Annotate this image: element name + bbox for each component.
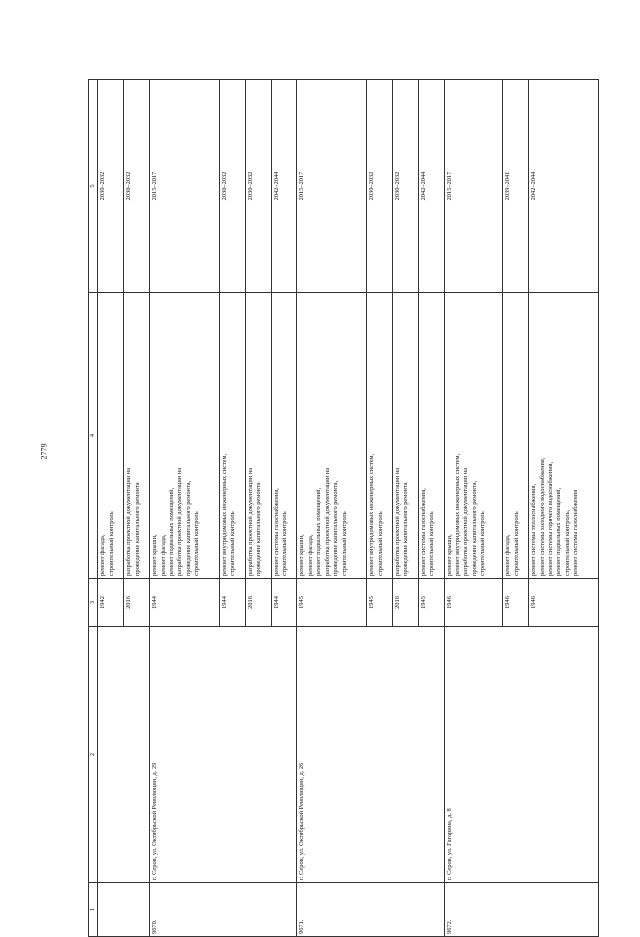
year-cell: 1944 xyxy=(219,579,245,627)
period-cell: 2015–2017 xyxy=(297,80,367,293)
work-line: ремонт системы газоснабжения xyxy=(572,489,580,576)
work-line: разработка проектной документации на xyxy=(125,467,133,576)
works-cell xyxy=(367,293,393,579)
address-cell: г. Серов, ул. Гагарина, д. 8 xyxy=(444,627,598,883)
row-number xyxy=(98,883,150,937)
period-cell: 2042–2044 xyxy=(271,80,297,293)
work-line: проведение капитального ремонта, xyxy=(184,480,192,576)
work-line: ремонт фасада, xyxy=(504,534,512,576)
row-number: 9672. xyxy=(444,883,598,937)
period-cell: 2030–2032 xyxy=(219,80,245,293)
work-line: строительный контроль xyxy=(193,511,201,576)
column-header: 3 xyxy=(89,579,98,627)
works-cell xyxy=(418,293,444,579)
year-cell: 1946 xyxy=(529,579,599,627)
work-line: разработка проектной документации на xyxy=(393,467,401,576)
works-cell xyxy=(392,293,418,579)
year-cell: 2016 xyxy=(124,579,150,627)
work-line: ремонт подвальных помещений, xyxy=(315,487,323,576)
work-line: разработка проектной документации на xyxy=(176,467,184,576)
column-header: 5 xyxy=(89,80,98,293)
work-line: ремонт крыши, xyxy=(151,534,159,576)
work-line: разработка проектной документации на xyxy=(246,467,254,576)
column-header: 1 xyxy=(89,883,98,937)
work-line: проведение капитального ремонта xyxy=(255,482,263,576)
work-line: проведение капитального ремонта, xyxy=(470,480,478,576)
period-cell: 2030–2032 xyxy=(98,80,124,293)
work-line: проведение капитального ремонта, xyxy=(332,480,340,576)
works-cell xyxy=(271,293,297,579)
year-cell: 1945 xyxy=(418,579,444,627)
page-number: 2779 xyxy=(39,443,49,460)
work-line: строительный контроль xyxy=(340,511,348,576)
year-cell: 2016 xyxy=(392,579,418,627)
work-line: строительный контроль xyxy=(107,511,115,576)
work-line: ремонт системы газоснабжения, xyxy=(272,488,280,576)
period-cell: 2042–2044 xyxy=(529,80,599,293)
address-cell: г. Серов, ул. Октябрьской Революции, д. 26 xyxy=(297,627,444,883)
works-cell xyxy=(529,293,599,579)
year-cell: 2016 xyxy=(245,579,271,627)
work-line: ремонт внутридомовых инженерных систем, xyxy=(454,453,461,576)
work-line: строительный контроль, xyxy=(563,509,571,576)
period-cell: 2015–2017 xyxy=(444,80,503,293)
header-row xyxy=(89,80,98,937)
period-cell: 2015–2017 xyxy=(150,80,220,293)
work-line: строительный контроль xyxy=(428,511,436,576)
work-line: ремонт системы горячего водоснабжения, xyxy=(547,461,555,576)
rotated-table-frame xyxy=(88,80,599,937)
period-cell: 2030–2032 xyxy=(245,80,271,293)
table-row xyxy=(150,80,220,937)
works-cell xyxy=(219,293,245,579)
year-cell: 1946 xyxy=(503,579,529,627)
work-line: ремонт системы холодного водоснабжения, xyxy=(538,457,546,576)
work-line: разработка проектной документации на xyxy=(323,467,331,576)
work-line: ремонт подвальных помещений, xyxy=(168,487,176,576)
row-number: 9671. xyxy=(297,883,444,937)
work-line: ремонт крыши, xyxy=(298,534,306,576)
work-line: проведение капитального ремонта xyxy=(133,482,141,576)
year-cell: 1944 xyxy=(150,579,220,627)
capital-repair-table xyxy=(88,79,599,937)
year-cell: 1942 xyxy=(98,579,124,627)
table-row xyxy=(297,80,367,937)
work-line: ремонт системы газоснабжения, xyxy=(419,488,427,576)
work-line: ремонт фасада, xyxy=(159,534,167,576)
work-line: строительный контроль xyxy=(479,511,487,576)
year-cell: 1945 xyxy=(367,579,393,627)
works-cell xyxy=(503,293,529,579)
works-cell xyxy=(124,293,150,579)
address-cell: г. Серов, ул. Октябрьской Революции, д. 29 xyxy=(150,627,297,883)
work-line: ремонт внутридомовых инженерных систем, xyxy=(368,453,376,576)
work-line: ремонт крыши, xyxy=(445,534,453,576)
address-cell xyxy=(98,627,150,883)
work-line: ремонт внутридомовых инженерных систем, xyxy=(220,453,228,576)
work-line: строительный контроль xyxy=(229,511,237,576)
work-line: строительный контроль xyxy=(512,511,520,576)
work-line: проведение капитального ремонта xyxy=(402,482,410,576)
row-number: 9670. xyxy=(150,883,297,937)
period-cell: 2030–2032 xyxy=(124,80,150,293)
works-cell xyxy=(297,293,367,579)
period-cell: 2039–2041 xyxy=(503,80,529,293)
period-cell: 2042–2044 xyxy=(418,80,444,293)
works-cell xyxy=(98,293,124,579)
work-line: ремонт фасада, xyxy=(306,534,314,576)
works-cell xyxy=(150,293,220,579)
table-row xyxy=(98,80,124,937)
work-line: ремонт системы теплоснабжения, xyxy=(530,483,538,576)
year-cell: 1944 xyxy=(271,579,297,627)
works-cell xyxy=(245,293,271,579)
table-row xyxy=(444,80,503,937)
work-line: разработка проектной документации на xyxy=(462,467,470,576)
period-cell: 2030–2032 xyxy=(367,80,393,293)
work-line: ремонт фасада, xyxy=(99,534,107,576)
work-line: строительный контроль xyxy=(376,511,384,576)
year-cell: 1945 xyxy=(297,579,367,627)
work-line: строительный контроль xyxy=(280,511,288,576)
year-cell: 1946 xyxy=(444,579,503,627)
work-line: ремонт подвальных помещений, xyxy=(555,487,563,576)
column-header: 2 xyxy=(89,627,98,883)
works-cell xyxy=(444,293,503,579)
period-cell: 2030–2032 xyxy=(392,80,418,293)
column-header: 4 xyxy=(89,293,98,579)
